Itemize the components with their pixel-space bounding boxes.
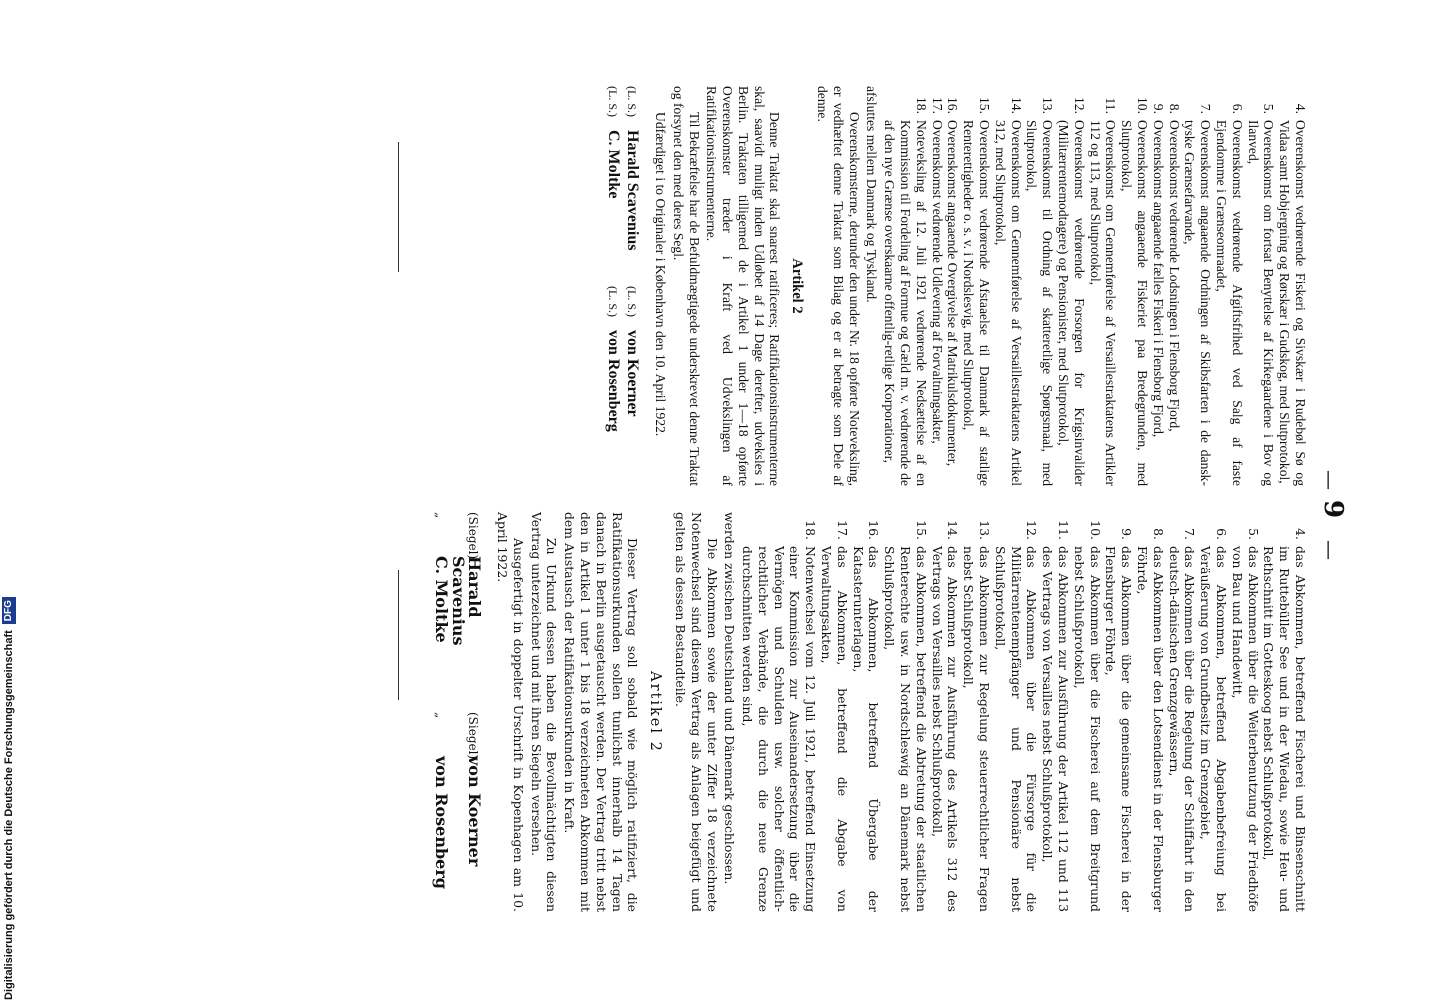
danish-paragraph-ratification: Denne Traktat skal snarest ratificeres; Ratifikationsinstrumenterne skal, saavidt muligt inden Udløbet af 14 Dage derefter, udveksles i Berlin. Traktaten tilligemed de i Artikel 1 under 1—18 opførte Overenskomster træder i Kraft ved Udvekslingen af Ratifikationsinstrumenterne. [704, 86, 783, 486]
danish-signature-row [623, 86, 640, 486]
danish-list-item [1118, 86, 1150, 486]
german-list-item [850, 512, 882, 912]
item-number: 13. [1040, 97, 1056, 114]
item-text: Overenskomst vedrørende Afstaaelse til Danmark af statlige Renterettigheder o. s. v. i Nordslesvig, med Slutprotokol, [961, 120, 993, 486]
german-list-item [881, 512, 928, 912]
seal-label: (L. S.) [606, 86, 621, 117]
german-list-item [1261, 512, 1308, 912]
danish-paragraph-dated: Udfærdiget i to Originaler i København den 10. April 1922. [652, 112, 668, 437]
german-signature-row [431, 512, 449, 912]
item-text: Noteveksling af 12. Juli 1921 vedrørende Nedsættelse af en Kommission til Fordeling af Formue og Gæld m. v. vedrørende de af den nye Grænse overskaarne offentlig-retlige Korporationer, [882, 120, 929, 486]
item-number: 15. [977, 97, 993, 114]
item-text: das Abkommen über die Fürsorge für die Militärrentenempfänger und Pensionäre nebst Schlußprotokoll, [992, 546, 1040, 912]
german-list-item [1134, 512, 1166, 912]
danish-list-item [1055, 86, 1087, 486]
item-number: 8. [1150, 528, 1166, 540]
item-number: 11. [1103, 97, 1119, 114]
german-list-item [960, 512, 992, 912]
danish-list-item [1087, 86, 1119, 486]
danish-closing: afsluttes mellem Danmark og Tyskland. [864, 86, 880, 303]
item-text: das Abkommen zur Ausführung des Artikels 312 des Vertrags von Versailles nebst Schlußprotokoll, [929, 546, 961, 912]
item-text: Overenskomst angaaende Fiskeriet paa Bredegrunden, med Slutprotokol, [1119, 120, 1151, 486]
item-number: 10. [1087, 520, 1103, 540]
danish-list-item [1276, 86, 1308, 486]
seal-label: (L. S.) [606, 286, 621, 317]
seal-label: (Siegel) [466, 512, 481, 560]
german-list-item [739, 512, 818, 912]
item-number: 10. [1135, 97, 1151, 114]
item-number: 7. [1182, 528, 1198, 540]
header-dash-left: — [1318, 470, 1342, 490]
german-paragraph-annexes: Die Abkommen sowie der unter Ziffer 18 verzeichnete Notenwechsel sind diesem Vertrag als Anlagen beigefügt und gelten als dessen Bestandteile. [672, 512, 720, 912]
item-number: 8. [1166, 103, 1182, 114]
item-number: 12. [1024, 520, 1040, 540]
item-text: Overenskomst til Ordning af skatteretlige Spørgsmaal, med Slutprotokol, [1024, 120, 1056, 486]
german-end-rule [398, 570, 399, 700]
danish-list-item [945, 86, 961, 486]
signatory-name: C. Moltke [605, 130, 623, 199]
danish-paragraph-annexes: Overenskomsterne, derunder den under Nr. 18 opførte Noteveksling, er vedhæftet denne Traktat som Bilag og er at betragte som Dele af denne. [815, 86, 862, 486]
item-number: 16. [945, 97, 961, 114]
item-text: Overenskomst vedrørende Lodsningen i Flensborg Fjord, [1166, 120, 1182, 432]
item-text: das Abkommen zur Regelung steuerrechtlicher Fragen nebst Schlußprotokoll, [961, 546, 993, 912]
danish-paragraph-witness: Til Bekræftelse har de Befuldmægtigede underskrevet denne Traktat og forsynet den med deres Segl. [670, 86, 702, 486]
danish-column [603, 86, 1308, 486]
danish-item-list [881, 86, 1308, 486]
item-number: 4. [1293, 103, 1308, 114]
footer-text: Digitalisierung gefördert durch die Deutsche Forschungsgemeinschaft [3, 630, 15, 1000]
german-item-list [739, 512, 1308, 912]
seal-label: „ [432, 712, 447, 719]
item-number: 18. [913, 97, 929, 114]
danish-list-item [960, 86, 992, 486]
item-number: 16. [866, 520, 882, 540]
signatory-name: von Rosenberg [605, 330, 623, 432]
danish-list-item [1213, 86, 1245, 486]
seal-label: (L. S.) [625, 286, 640, 317]
item-number: 12. [1071, 97, 1087, 114]
item-text: Overenskomst vedrørende Afgiftsfrihed ved Salg af faste Ejendomme i Grænseomraadet, [1214, 120, 1245, 486]
german-closing: werden zwischen Deutschland und Dänemark geschlossen. [722, 512, 738, 885]
seal-label: (L. S.) [625, 86, 640, 117]
header-dash-right: — [1318, 540, 1342, 560]
german-list-item [1039, 512, 1071, 912]
item-text: das Abkommen über die Regelung der Schiffahrt in den deutsch-dänischen Grenzgewässern, [1166, 546, 1198, 912]
item-text: das Abkommen über die Weiterbenutzung der Friedhöfe von Bau und Handewitt, [1229, 546, 1261, 912]
item-text: das Abkommen über die gemeinsame Fischerei in der Flensburger Föhrde, [1103, 546, 1135, 912]
dfg-logo: DFG [2, 597, 16, 624]
item-text: Overenskomst vedrørende Fiskeri og Sivskær i Rudebøl Sø og Vidaa samt Hobjergning og Rørskær i Gudskog, med Slutprotokol, [1277, 120, 1308, 486]
german-list-item [818, 512, 850, 912]
seal-label: (Siegel) [466, 712, 481, 760]
item-number: 7. [1198, 103, 1214, 114]
item-number: 5. [1245, 528, 1261, 540]
digitization-footer [0, 600, 18, 1000]
german-list-item [1071, 512, 1103, 912]
german-paragraph-ratification: Dieser Vertrag soll sobald wie möglich ratifiziert, die Ratifikationsurkunden sollen tunlichst innerhalb 14 Tagen danach in Berlin ausgetauscht werden. Der Vertrag tritt nebst den in Artikel 1 unter 1 bis 18 verzeichneten Abkommen mit dem Austausch der Ratifikationsurkunden in Kraft. [562, 512, 641, 912]
signatory-name: C. Moltke [431, 556, 451, 643]
item-number: 15. [913, 520, 929, 540]
signatory-name: Harald Scavenius [449, 556, 485, 646]
item-text: das Abkommen, betreffend Übergabe der Katasterunterlagen, [850, 546, 882, 912]
danish-list-item [1024, 86, 1056, 486]
item-text: das Abkommen zur Ausführung der Artikel 112 und 113 des Vertrags von Versailles nebst Schlußprotokoll, [1040, 546, 1072, 912]
item-text: das Abkommen, betreffend die Abtretung der staatlichen Renterechte usw. in Nordschleswig an Dänemark nebst Schlußprotokoll, [882, 546, 929, 912]
german-paragraph-witness: Zu Urkund dessen haben die Bevollmächtigten diesen Vertrag unterzeichnet und mit ihren Siegeln versehen. [528, 512, 560, 912]
signatory-name: von Koerner [624, 330, 642, 417]
danish-signature-row [605, 86, 622, 486]
page-header [1312, 0, 1348, 1000]
item-text: das Abkommen, betreffend Abgabenbefreiung bei Veräußerung von Grundbesitz im Grenzgebiet, [1198, 546, 1230, 912]
german-article-heading: Artikel 2 [647, 671, 664, 753]
danish-list-item [992, 86, 1024, 486]
german-list-item [929, 512, 961, 912]
danish-article-heading: Artikel 2 [789, 258, 806, 314]
item-text: Overenskomst angaaende Overgivelse af Matrikulsdokumenter, [945, 120, 961, 467]
german-list-item [1166, 512, 1198, 912]
german-paragraph-dated: Ausgefertigt in doppelter Urschrift in Kopenhagen am 10. April 1922. [494, 512, 526, 912]
item-text: Overenskomst om Gennemførelse af Versaillestraktatens Artikler 112 og 113, med Slutprotokol, [1087, 120, 1119, 486]
german-signature-row [451, 512, 483, 912]
item-number: 18. [803, 520, 819, 540]
german-signatures [431, 512, 485, 912]
item-text: Overenskomst angaaende Ordningen af Skibsfarten i de dansk-tyske Grænsefarvande, [1182, 120, 1214, 486]
danish-list-item [881, 86, 928, 486]
signatory-name: von Koerner [465, 756, 485, 867]
item-number: 9. [1119, 528, 1135, 540]
item-text: Overenskomst om fortsat Benyttelse af Kirkegaardene i Bov og Ilanved, [1245, 120, 1277, 486]
item-number: 11. [1056, 520, 1072, 540]
item-number: 9. [1150, 103, 1166, 114]
item-text: Overenskomst angaaende fælles Fiskeri i Flensborg Fjord, [1150, 120, 1166, 438]
item-number: 17. [929, 97, 945, 114]
item-number: 14. [1008, 97, 1024, 114]
item-number: 17. [834, 520, 850, 540]
item-number: 14. [945, 520, 961, 540]
item-text: Overenskomst vedrørende Udlevering af Forvaltningsakter, [929, 120, 945, 444]
item-text: Overenskomst om Gennemførelse af Versaillestraktatens Artikel 312, med Slutprotokol, [992, 120, 1024, 486]
german-list-item [1103, 512, 1135, 912]
signatory-name: von Rosenberg [431, 756, 451, 889]
danish-list-item [929, 86, 945, 486]
danish-list-item [1245, 86, 1277, 486]
item-number: 6. [1214, 528, 1230, 540]
german-list-item [1197, 512, 1229, 912]
german-list-item [992, 512, 1039, 912]
german-list-item [1229, 512, 1261, 912]
danish-list-item [1166, 86, 1182, 486]
item-number: 5. [1261, 103, 1277, 114]
item-number: 6. [1229, 103, 1245, 114]
item-text: das Abkommen, betreffend Fischerei und Binsenschnitt im Ruttebüller See und in der Wiedau, sowie Heu- und Rethschnitt im Gotteskoog nebst Schlußprotokoll, [1261, 546, 1308, 912]
item-number: 4. [1293, 528, 1308, 540]
danish-signatures [605, 86, 641, 486]
signatory-name: Harald Scavenius [624, 130, 642, 251]
item-text: Overenskomst vedrørende Forsorgen for Krigsinvalider (Militærrentemodtagere) og Pensionister, med Slutprotokol, [1056, 120, 1087, 486]
item-text: Notenwechsel vom 12. Juli 1921, betreffend Einsetzung einer Kommission zur Auseinandersetzung über die Vermögen und Schulden usw. solcher öffentlich-rechtlicher Verbände, die durch die neue Grenze durchschnitten werden sind, [740, 546, 819, 912]
item-text: das Abkommen über die Fischerei auf dem Breitgrund nebst Schlußprotokoll, [1071, 546, 1103, 912]
item-text: das Abkommen über den Lotsendienst in der Flensburger Föhrde, [1135, 546, 1166, 912]
item-number: 13. [977, 520, 993, 540]
danish-end-rule [398, 142, 399, 272]
seal-label: „ [432, 512, 447, 519]
item-text: das Abkommen, betreffend die Abgabe von Verwaltungsakten, [819, 546, 850, 912]
danish-list-item [1150, 86, 1166, 486]
german-column [429, 512, 1308, 912]
page-number: 9 [1318, 500, 1348, 519]
danish-list-item [1182, 86, 1214, 486]
